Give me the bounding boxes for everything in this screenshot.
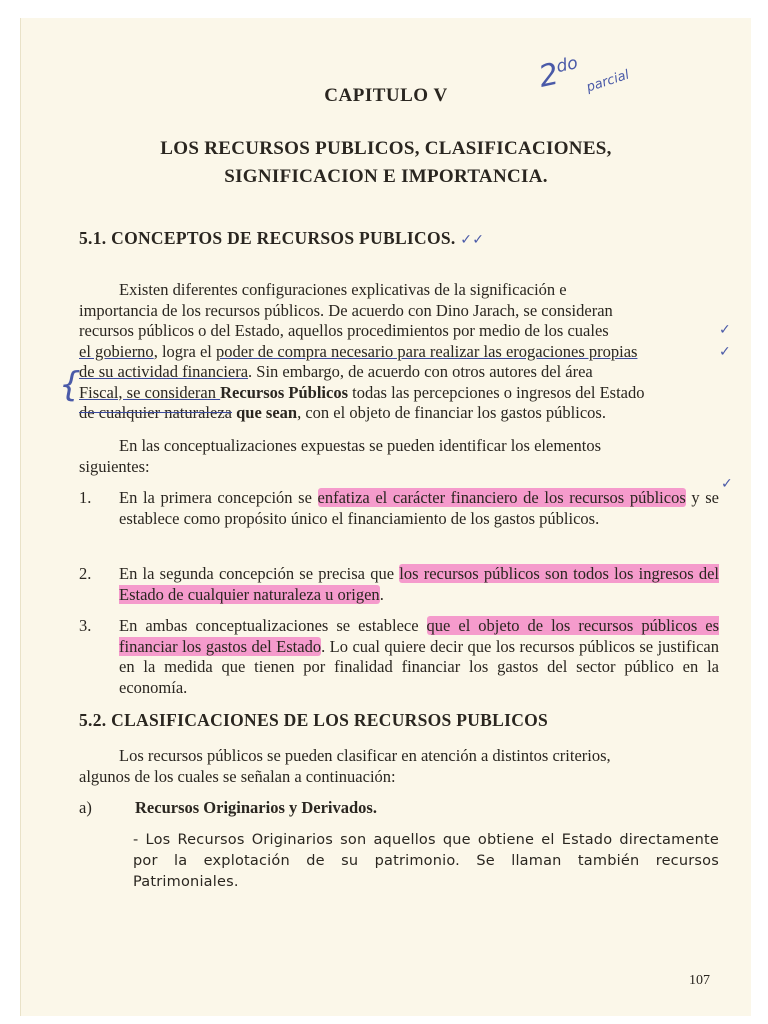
list-text-b: . Lo cual quiere decir que los recursos públicos se justifican en la medida que tienen por finalidad financiar los gastos del sector público en la economía.	[119, 636, 719, 697]
annotation-word: parcial	[584, 67, 632, 96]
para-line: En las conceptualizaciones expuestas se pueden identificar los elementos	[119, 436, 601, 455]
margin-check-icon: ✓	[719, 322, 731, 338]
chapter-heading: CAPITULO V	[324, 85, 448, 106]
list-item	[79, 564, 719, 606]
highlighted-text: los recursos públicos son todos los ingresos del Estado de cualquier naturaleza u origen	[119, 564, 719, 604]
para-line	[79, 342, 719, 363]
para-line: algunos de los cuales se señalan a continuación:	[79, 766, 396, 786]
para-line	[79, 383, 719, 404]
highlighted-text: que el objeto de los recursos públicos es financiar los gastos del Estado	[119, 616, 719, 656]
para-line: siguientes:	[79, 456, 150, 476]
subsection-heading: Recursos Originarios y Derivados.	[135, 798, 377, 817]
margin-check-icon: ✓	[721, 476, 733, 492]
section-heading-5-1	[79, 228, 484, 249]
margin-bracket-icon: {	[59, 365, 81, 405]
subsection-letter: a)	[79, 798, 92, 817]
para-line: importancia de los recursos públicos. De acuerdo con Dino Jarach, se consideran	[79, 300, 613, 320]
para-text: , con el objeto de financiar los gastos públicos.	[297, 403, 606, 422]
para-line: recursos públicos o del Estado, aquellos procedimientos por medio de los cuales	[79, 321, 609, 340]
list-number: 1.	[79, 488, 92, 507]
originarios-paragraph: - Los Recursos Originarios son aquellos que obtiene el Estado directamente por la explotación de su patrimonio. Se llaman también recursos Patrimoniales.	[133, 832, 719, 890]
list-text-b: y se establece como propósito único el financiamiento de los gastos públicos.	[119, 488, 719, 528]
chapter-title-line-1: LOS RECURSOS PUBLICOS, CLASIFICACIONES,	[160, 138, 612, 159]
underlined-text: poder de compra necesario para realizar las erogaciones propias	[216, 341, 638, 361]
classification-paragraph	[79, 746, 719, 787]
annotation-sup: do	[554, 53, 580, 78]
underlined-text: el gobierno	[79, 341, 154, 361]
para-text: todas las percepciones o ingresos del Estado	[348, 382, 645, 402]
list-text-b: .	[379, 584, 384, 604]
section-heading-text: 5.1. CONCEPTOS DE RECURSOS PUBLICOS.	[79, 228, 456, 248]
check-mark-icon: ✓✓	[460, 232, 485, 248]
annotation-main: 2	[535, 56, 562, 95]
margin-check-icon: ✓	[719, 344, 731, 360]
para-line	[79, 403, 719, 424]
para-line: Existen diferentes configuraciones explicativas de la significación e	[119, 280, 567, 299]
list-item	[79, 488, 719, 548]
para-line	[79, 362, 719, 383]
para-text: , logra el	[153, 341, 216, 361]
highlighted-text: enfatiza el carácter financiero de los recursos públicos	[317, 488, 686, 507]
page-number: 107	[689, 973, 710, 988]
section-heading-5-2: 5.2. CLASIFICACIONES DE LOS RECURSOS PUBLICOS	[79, 710, 549, 730]
list-number: 3.	[79, 616, 92, 635]
para-text: . Sin embargo, de acuerdo con otros autores del área	[248, 362, 593, 381]
list-text-a: En ambas conceptualizaciones se establece	[119, 616, 427, 635]
list-text-a: En la primera concepción se	[119, 488, 318, 507]
underlined-text: de su actividad financiera	[79, 362, 249, 381]
list-text-a: En la segunda concepción se precisa que	[119, 564, 400, 583]
chapter-title-line-2: SIGNIFICACION E IMPORTANCIA.	[224, 166, 548, 187]
elements-paragraph	[79, 436, 719, 477]
struck-text: de cualquier naturaleza	[79, 403, 232, 422]
document-page	[20, 18, 751, 1016]
para-line: Los recursos públicos se pueden clasificar en atención a distintos criterios,	[119, 746, 611, 765]
list-text	[119, 488, 719, 529]
list-number: 2.	[79, 564, 92, 583]
list-text	[119, 616, 719, 698]
list-text	[119, 564, 719, 605]
intro-paragraph	[79, 280, 719, 424]
list-item	[79, 616, 719, 700]
bold-term: que sean	[232, 403, 298, 422]
bold-term: Recursos Públicos	[220, 382, 349, 402]
underlined-text: Fiscal, se consideran	[79, 382, 221, 402]
